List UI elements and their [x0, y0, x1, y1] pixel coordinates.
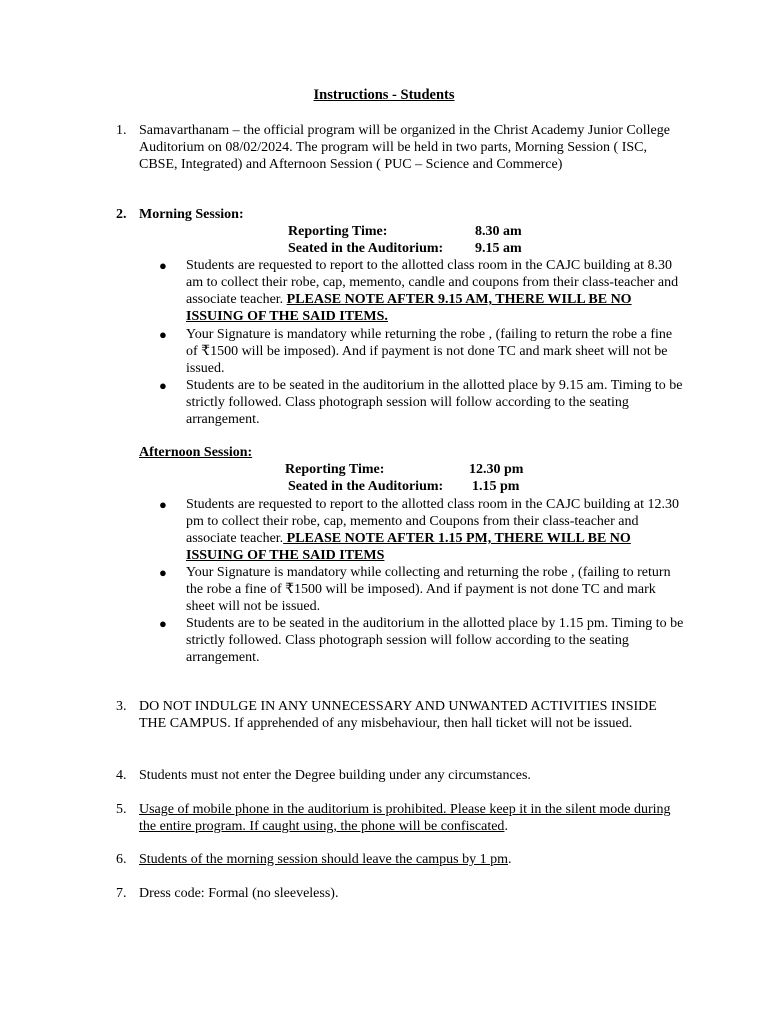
timing-value: 9.15 am — [475, 241, 522, 256]
bullet-icon: ● — [159, 258, 167, 273]
item-text: Students of the morning session should leave the campus by 1 pm. — [139, 852, 512, 867]
timing-label: Seated in the Auditorium: — [288, 241, 444, 256]
page-title: Instructions - Students — [313, 87, 455, 103]
bullet-icon: ● — [159, 497, 167, 512]
item-text: Students must not enter the Degree building under any circumstances. — [139, 768, 531, 783]
afternoon-reporting-time — [285, 461, 523, 478]
item-text: Samavarthanam – the official program will be organized in the Christ Academy Junior College Auditorium on 08/02/2024. The program will be held in two parts, Morning Session ( ISC, CBSE, Integrated) and Afternoon Session ( PUC – Science and Commerce) — [139, 123, 670, 172]
section-heading-afternoon: Afternoon Session: — [139, 445, 253, 460]
item-number: 3. — [116, 699, 127, 714]
morning-seated-time — [288, 240, 522, 257]
bullet-icon: ● — [159, 565, 167, 580]
bullet-icon: ● — [159, 616, 167, 631]
timing-label: Seated in the Auditorium: — [288, 479, 444, 494]
item-number: 7. — [116, 886, 127, 901]
afternoon-seated-time — [288, 478, 519, 495]
bullet-text: Students are to be seated in the auditorium in the allotted place by 9.15 am. Timing to be strictly followed. Class photograph session will follow according to the seating arrangement. — [186, 378, 683, 427]
timing-value: 1.15 pm — [472, 479, 520, 494]
emphasis-note: PLEASE NOTE AFTER 1.15 PM, THERE WILL BE NO ISSUING OF THE SAID ITEMS — [186, 531, 631, 563]
bullet-icon: ● — [159, 327, 167, 342]
timing-value: 8.30 am — [475, 224, 522, 239]
item-number: 1. — [116, 123, 127, 138]
emphasis-note: PLEASE NOTE AFTER 9.15 AM, THERE WILL BE NO ISSUING OF THE SAID ITEMS. — [186, 292, 632, 324]
morning-reporting-time — [288, 223, 522, 240]
timing-value: 12.30 pm — [469, 462, 524, 477]
section-heading-morning: Morning Session: — [139, 207, 244, 222]
item-number: 6. — [116, 852, 127, 867]
timing-label: Reporting Time: — [285, 462, 385, 477]
item-text: Usage of mobile phone in the auditorium is prohibited. Please keep it in the silent mode during the entire program. If caught using, the phone will be confiscated. — [139, 802, 671, 834]
item-number: 4. — [116, 768, 127, 783]
bullet-text: Students are to be seated in the auditorium in the allotted place by 1.15 pm. Timing to be strictly followed. Class photograph session will follow according to the seating arrangement. — [186, 616, 684, 665]
timing-label: Reporting Time: — [288, 224, 388, 239]
bullet-text: Your Signature is mandatory while collecting and returning the robe , (failing to return the robe a fine of ₹1500 will be imposed). And if payment is not done TC and mark sheet will not be issued. — [186, 565, 671, 614]
item-number: 2. — [116, 207, 127, 222]
bullet-icon: ● — [159, 378, 167, 393]
bullet-text: Your Signature is mandatory while returning the robe , (failing to return the robe a fine of ₹1500 will be imposed). And if payment is not done TC and mark sheet will not be issued. — [186, 327, 673, 376]
item-text: Dress code: Formal (no sleeveless). — [139, 886, 339, 901]
item-text: DO NOT INDULGE IN ANY UNNECESSARY AND UNWANTED ACTIVITIES INSIDE THE CAMPUS. If apprehended of any misbehaviour, then hall ticket will not be issued. — [139, 699, 657, 731]
bullet-text: Students are requested to report to the allotted class room in the CAJC building at 12.30 pm to collect their robe, cap, memento and Coupons from their class-teacher and associate teacher. PLEASE NOTE AFTER 1.15 PM, THERE WILL BE NO ISSUING OF THE SAID ITEMS — [186, 497, 680, 563]
item-number: 5. — [116, 802, 127, 817]
bullet-text: Students are requested to report to the allotted class room in the CAJC building at 8.30 am to collect their robe, cap, memento, candle and coupons from their class-teacher and associate teacher. PLEASE NOTE AFTER 9.15 AM, THERE WILL BE NO ISSUING OF THE SAID ITEMS. — [186, 258, 679, 324]
